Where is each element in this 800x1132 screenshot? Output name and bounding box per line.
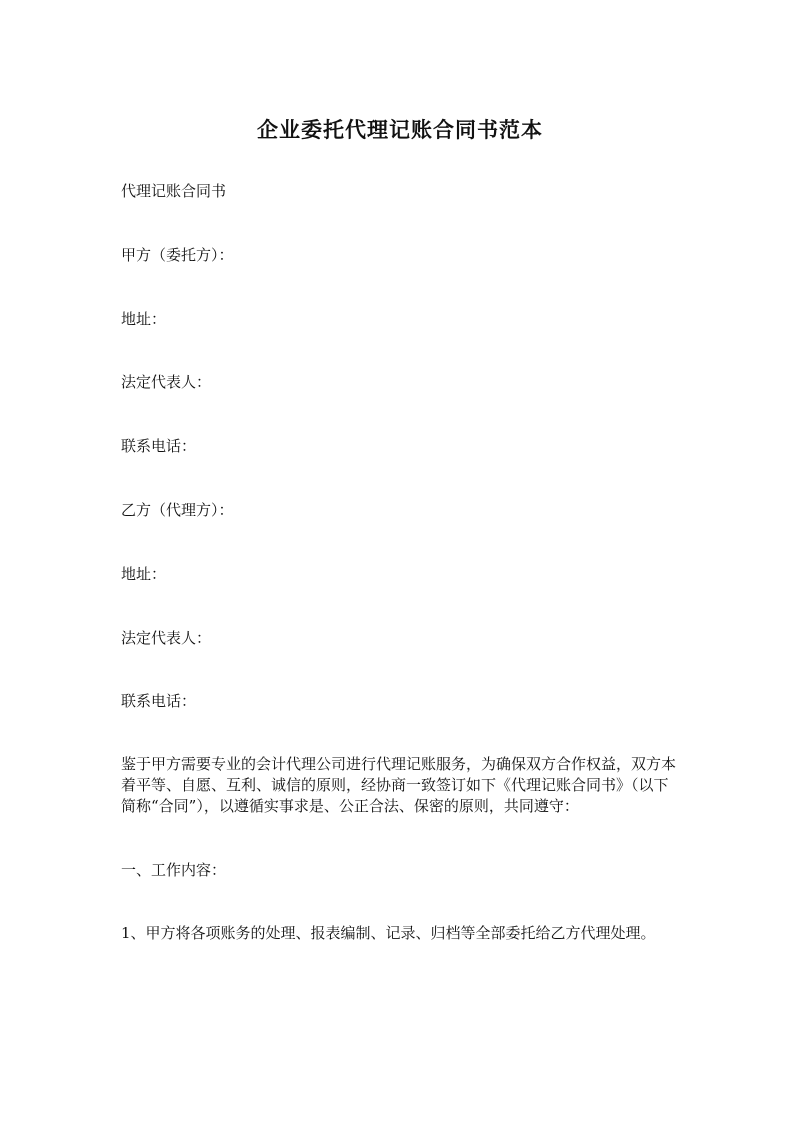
party-a-address-label: 地址： — [121, 310, 167, 328]
party-a-phone-label: 联系电话： — [121, 437, 197, 455]
contract-subtitle: 代理记账合同书 — [121, 182, 227, 200]
section-1-item-1: 1、甲方将各项账务的处理、报表编制、记录、归档等全部委托给乙方代理处理。 — [121, 924, 656, 942]
party-b-legal-rep-label: 法定代表人： — [121, 629, 212, 647]
preamble-paragraph — [121, 754, 681, 817]
preamble-line: 着平等、自愿、互利、诚信的原则，经协商一致签订如下《代理记账合同书》（以下 — [121, 776, 669, 794]
party-b-heading: 乙方（代理方）： — [121, 501, 234, 519]
preamble-line: 简称“合同”），以遵循实事求是、公正合法、保密的原则，共同遵守： — [121, 797, 579, 815]
party-a-legal-rep-label: 法定代表人： — [121, 373, 212, 391]
party-a-heading: 甲方（委托方）： — [121, 246, 234, 264]
preamble-line: 鉴于甲方需要专业的会计代理公司进行代理记账服务，为确保双方合作权益，双方本 — [121, 755, 677, 773]
party-b-phone-label: 联系电话： — [121, 692, 197, 710]
section-1-heading: 一、工作内容： — [121, 861, 227, 879]
party-b-address-label: 地址： — [121, 565, 167, 583]
document-title: 企业委托代理记账合同书范本 — [257, 117, 543, 142]
